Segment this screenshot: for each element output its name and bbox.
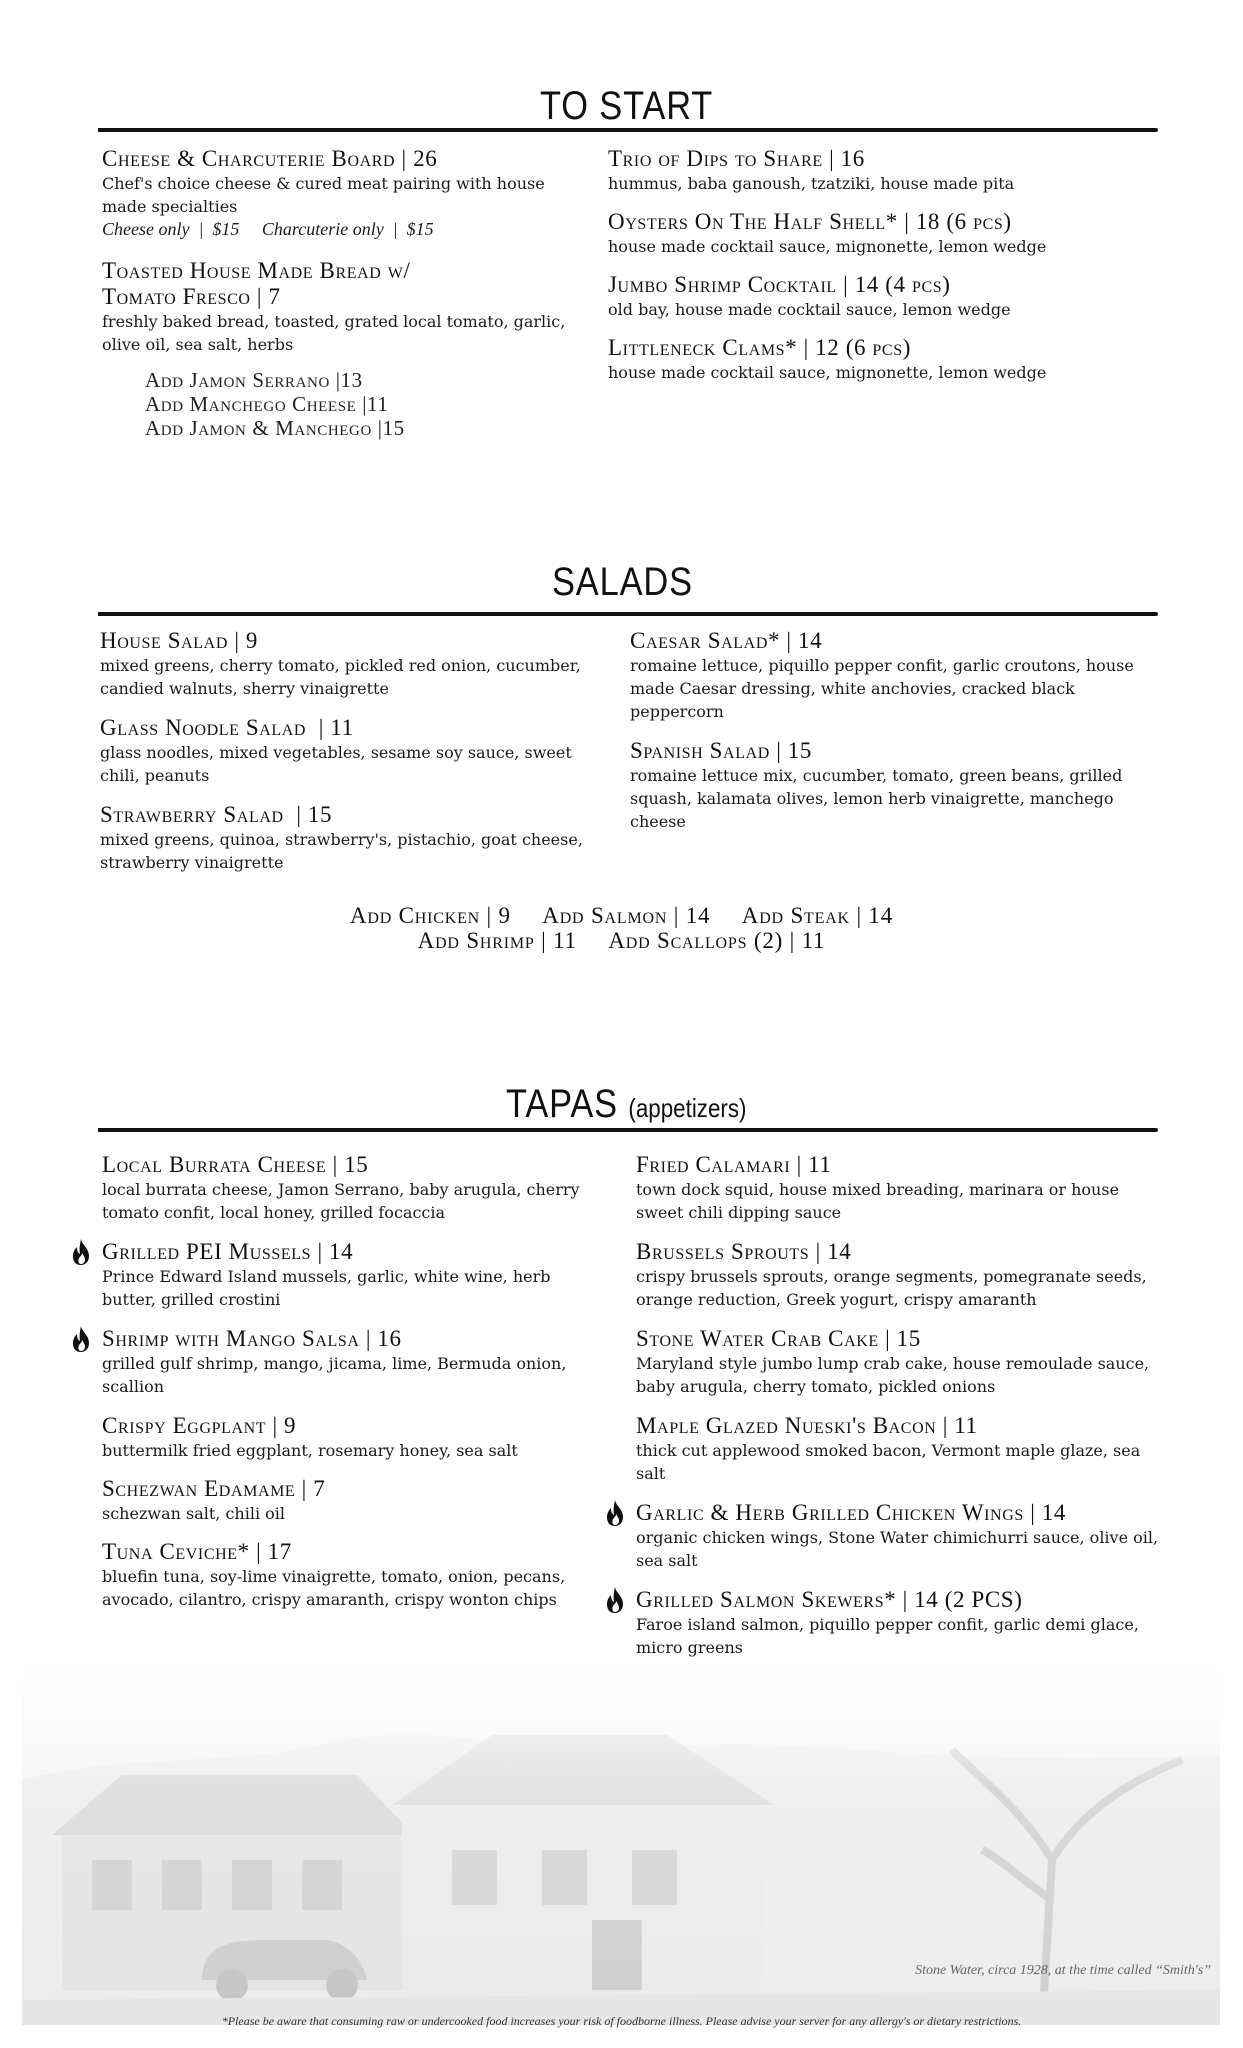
item-desc: bluefin tuna, soy-lime vinaigrette, tomato, onion, pecans, avocado, cilantro, crispy amaranth, crispy wonton chips — [102, 1567, 566, 1609]
item-name: Grilled PEI Mussels | 14 — [102, 1239, 354, 1264]
menu-item-calamari — [636, 1152, 1166, 1224]
menu-item-salmon-skewers — [636, 1587, 1166, 1659]
tapas-subtitle: (appetizers) — [628, 1093, 747, 1123]
item-name: Shrimp with Mango Salsa | 16 — [102, 1326, 402, 1351]
item-name: Stone Water Crab Cake | 15 — [636, 1326, 921, 1351]
section-title-tapas — [506, 1082, 746, 1127]
menu-item-burrata — [102, 1152, 592, 1224]
item-name: House Salad | 9 — [100, 628, 258, 653]
item-name: Brussels Sprouts | 14 — [636, 1239, 852, 1264]
item-desc: thick cut applewood smoked bacon, Vermont maple glaze, sea salt — [636, 1441, 1141, 1483]
item-desc: Maryland style jumbo lump crab cake, house remoulade sauce, baby arugula, cherry tomato, pickled onions — [636, 1354, 1150, 1396]
flame-icon — [70, 1238, 92, 1266]
item-desc: freshly baked bread, toasted, grated local tomato, garlic, olive oil, sea salt, herbs — [102, 312, 566, 354]
item-name-line2: Tomato Fresco | 7 — [102, 284, 281, 309]
item-name: Cheese & Charcuterie Board | 26 — [102, 146, 438, 171]
item-name: Crispy Eggplant | 9 — [102, 1413, 297, 1438]
item-desc: grilled gulf shrimp, mango, jicama, lime, Bermuda onion, scallion — [102, 1354, 567, 1396]
menu-item-cheese-board — [102, 146, 562, 241]
item-desc: old bay, house made cocktail sauce, lemon wedge — [608, 300, 1011, 319]
item-name: Trio of Dips to Share | 16 — [608, 146, 865, 171]
item-desc: Prince Edward Island mussels, garlic, white wine, herb butter, grilled crostini — [102, 1267, 551, 1309]
item-name: Maple Glazed Nueski's Bacon | 11 — [636, 1413, 978, 1438]
section-title-salads: SALADS — [552, 560, 693, 604]
addon-item: Add Jamon Serrano |13 — [145, 368, 363, 392]
item-name: Glass Noodle Salad | 11 — [100, 715, 354, 740]
item-name: Strawberry Salad | 15 — [100, 802, 333, 827]
menu-item-strawberry-salad — [100, 802, 600, 874]
item-name: Local Burrata Cheese | 15 — [102, 1152, 369, 1177]
flame-icon — [70, 1325, 92, 1353]
item-desc: house made cocktail sauce, mignonette, lemon wedge — [608, 363, 1047, 382]
menu-item-crab-cake — [636, 1326, 1166, 1398]
item-desc: glass noodles, mixed vegetables, sesame soy sauce, sweet chili, peanuts — [100, 743, 572, 785]
addon-item: Add Jamon & Manchego |15 — [145, 416, 405, 440]
menu-item-shrimp-mango — [102, 1326, 592, 1398]
menu-item-oysters — [608, 209, 1148, 258]
item-desc: romaine lettuce, piquillo pepper confit, garlic croutons, house made Caesar dressing, white anchovies, cracked black peppercorn — [630, 656, 1134, 721]
section-rule-to-start — [98, 128, 1158, 132]
section-title-to-start: TO START — [540, 84, 714, 128]
addon-list-bread — [145, 368, 565, 440]
item-desc: romaine lettuce mix, cucumber, tomato, green beans, grilled squash, kalamata olives, lemon herb vinaigrette, manchego cheese — [630, 766, 1123, 831]
menu-item-crispy-eggplant — [102, 1413, 592, 1462]
item-name: Caesar Salad* | 14 — [630, 628, 823, 653]
flame-icon — [604, 1586, 626, 1614]
item-options: Cheese only | $15 Charcuterie only | $15 — [102, 219, 434, 239]
addon-item: Add Manchego Cheese |11 — [145, 392, 389, 416]
menu-item-bacon — [636, 1413, 1166, 1485]
item-desc: hummus, baba ganoush, tzatziki, house made pita — [608, 174, 1015, 193]
item-desc: Faroe island salmon, piquillo pepper confit, garlic demi glace, micro greens — [636, 1615, 1139, 1657]
item-desc: local burrata cheese, Jamon Serrano, baby arugula, cherry tomato confit, local honey, grilled focaccia — [102, 1180, 580, 1222]
item-name: Oysters On The Half Shell* | 18 (6 pcs) — [608, 209, 1012, 234]
item-name: Schezwan Edamame | 7 — [102, 1476, 326, 1501]
menu-item-spanish-salad — [630, 738, 1160, 833]
section-rule-tapas — [98, 1128, 1158, 1132]
menu-item-glass-noodle-salad — [100, 715, 580, 787]
raw-food-disclaimer: *Please be aware that consuming raw or undercooked food increases your risk of foodborne illness. Please advise your server for any allergy's or dietary restrictions. — [221, 2014, 1022, 2028]
menu-item-brussels-sprouts — [636, 1239, 1166, 1311]
menu-item-chicken-wings — [636, 1500, 1166, 1572]
menu-item-mussels — [102, 1239, 592, 1311]
salad-addons-line2: Add Shrimp | 11 Add Scallops (2) | 11 — [417, 928, 826, 953]
menu-item-caesar-salad — [630, 628, 1160, 723]
item-name-line1: Toasted House Made Bread w/ — [102, 258, 411, 283]
photo-caption: Stone Water, circa 1928, at the time called “Smith's” — [915, 1963, 1211, 1978]
item-desc: crispy brussels sprouts, orange segments, pomegranate seeds, orange reduction, Greek yogurt, crispy amaranth — [636, 1267, 1147, 1309]
menu-item-tuna-ceviche — [102, 1539, 592, 1611]
menu-item-clams — [608, 335, 1148, 384]
item-name: Littleneck Clams* | 12 (6 pcs) — [608, 335, 911, 360]
flame-icon — [604, 1499, 626, 1527]
menu-item-shrimp-cocktail — [608, 272, 1148, 321]
item-name: Jumbo Shrimp Cocktail | 14 (4 pcs) — [608, 272, 951, 297]
item-desc: schezwan salt, chili oil — [102, 1504, 286, 1523]
item-desc: Chef's choice cheese & cured meat pairing with house made specialties — [102, 174, 545, 216]
item-desc: buttermilk fried eggplant, rosemary honey, sea salt — [102, 1441, 518, 1460]
item-name: Garlic & Herb Grilled Chicken Wings | 14 — [636, 1500, 1066, 1525]
menu-item-edamame — [102, 1476, 592, 1525]
item-desc: mixed greens, cherry tomato, pickled red onion, cucumber, candied walnuts, sherry vinaigrette — [100, 656, 581, 698]
item-desc: house made cocktail sauce, mignonette, lemon wedge — [608, 237, 1047, 256]
item-desc: organic chicken wings, Stone Water chimichurri sauce, olive oil, sea salt — [636, 1528, 1159, 1570]
salad-addons-line1: Add Chicken | 9 Add Salmon | 14 Add Steak | 14 — [349, 903, 894, 928]
menu-item-trio-dips — [608, 146, 1148, 195]
item-desc: town dock squid, house mixed breading, marinara or house sweet chili dipping sauce — [636, 1180, 1120, 1222]
item-name: Fried Calamari | 11 — [636, 1152, 832, 1177]
tapas-title-text: TAPAS — [506, 1082, 618, 1126]
menu-item-house-salad — [100, 628, 600, 700]
item-name: Spanish Salad | 15 — [630, 738, 812, 763]
item-name: Grilled Salmon Skewers* | 14 (2 PCS) — [636, 1587, 1023, 1612]
item-desc: mixed greens, quinoa, strawberry's, pistachio, goat cheese, strawberry vinaigrette — [100, 830, 583, 872]
item-name: Tuna Ceviche* | 17 — [102, 1539, 292, 1564]
section-rule-salads — [98, 612, 1158, 616]
menu-item-toasted-bread — [102, 258, 582, 356]
